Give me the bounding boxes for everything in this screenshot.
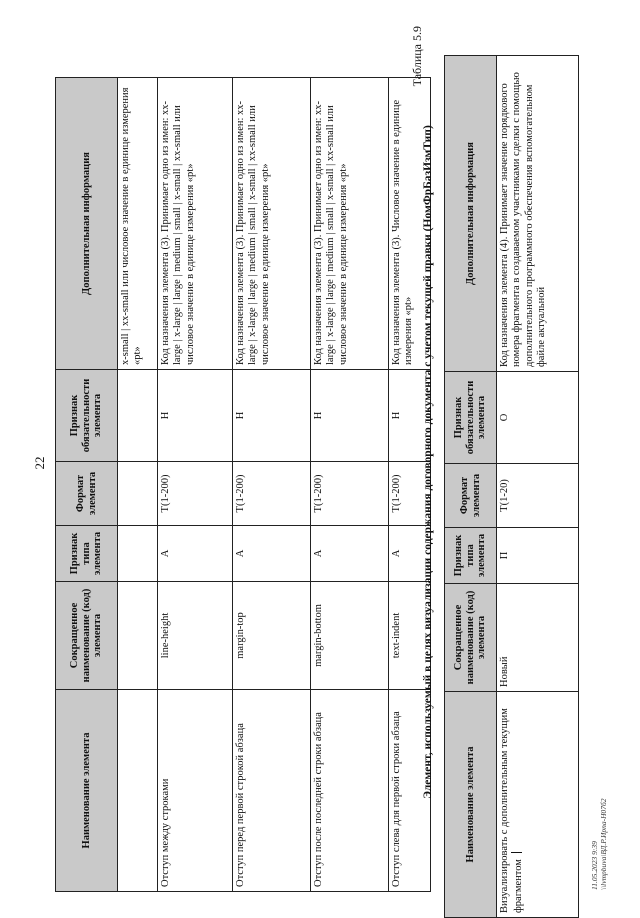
cell-info: Код назначения элемента (3). Принимает одно из имен: xx-large | x-large | large | medium | small | x-small | xx-small или числовое значение в единице измерения «pt» (233, 78, 311, 370)
cell-name (118, 690, 158, 892)
cell-code: margin-bottom (311, 582, 389, 690)
elements-table (55, 77, 431, 892)
cell-type: А (389, 526, 431, 582)
cell-name: Отступ перед первой строкой абзаца (233, 690, 311, 892)
elements-table-5-9 (444, 55, 579, 918)
cell-name: Отступ слева для первой строки абзаца (389, 690, 431, 892)
header-element-type: Признак типа элемента (56, 526, 118, 582)
header-element-required: Признак обязательности элемента (445, 372, 497, 464)
cell-code: Новый (497, 584, 579, 692)
cell-format: T(1-200) (389, 462, 431, 526)
header-additional-info: Дополнительная информация (445, 56, 497, 372)
table-header-row (56, 78, 118, 892)
cell-required: Н (311, 370, 389, 462)
print-stamp-date: 11.05.2023 9:39 (590, 841, 599, 890)
cell-type: А (311, 526, 389, 582)
cell-name: Отступ между строками (158, 690, 233, 892)
header-element-format: Формат элемента (56, 462, 118, 526)
cell-type: А (158, 526, 233, 582)
cell-format: T(1-200) (311, 462, 389, 526)
header-element-format: Формат элемента (445, 464, 497, 528)
cell-info: Код назначения элемента (3). Принимает одно из имен: xx-large | x-large | large | medium | small | x-small | xx-small или числовое значение в единице измерения «pt» (311, 78, 389, 370)
cell-info: Код назначения элемента (4). Принимает значение порядкового номера фрагмента в создаваемом участниками сделки с помощью дополнительного программного обеспечения вспомогательном файле актуальной (497, 56, 579, 372)
cell-name: Отступ после последней строки абзаца (311, 690, 389, 892)
cell-format (118, 462, 158, 526)
cell-code: margin-top (233, 582, 311, 690)
table-row (233, 78, 311, 892)
cell-type: П (497, 528, 579, 584)
header-element-required: Признак обязательности элемента (56, 370, 118, 462)
cell-info: Код назначения элемента (3). Числовое значение в единице измерения «pt» (389, 78, 431, 370)
cell-info: x-small | xx-small или числовое значение в единице измерения «pt» (118, 78, 158, 370)
cell-name-text: Визуализировать с дополнительным текущим фрагментом (499, 708, 525, 913)
table-row (497, 56, 579, 918)
table-row (311, 78, 389, 892)
header-additional-info: Дополнительная информация (56, 78, 118, 370)
print-stamp (590, 798, 608, 890)
table-row (158, 78, 233, 892)
text-cursor (511, 852, 522, 853)
table-title: Элемент, используемый в целях визуализации содержания договорного документа с учетом текущей правки (НомФрБазИзмТип) (422, 125, 434, 799)
cell-name (497, 692, 579, 918)
cell-required (118, 370, 158, 462)
cell-format: T(1-200) (233, 462, 311, 526)
cell-info: Код назначения элемента (3). Принимает одно из имен: xx-large | x-large | large | medium | small | x-small | xx-small или числовое значение в единице измерения «pt» (158, 78, 233, 370)
cell-type: А (233, 526, 311, 582)
cell-required: О (497, 372, 579, 464)
cell-format: T(1-200) (158, 462, 233, 526)
cell-type (118, 526, 158, 582)
table-header-row (445, 56, 497, 918)
header-element-type: Признак типа элемента (445, 528, 497, 584)
cell-required: Н (233, 370, 311, 462)
cell-required: Н (389, 370, 431, 462)
cell-code: line-height (158, 582, 233, 690)
table-row (118, 78, 158, 892)
print-stamp-path: \\lvmpbuva\ВД.Р.Ирпа-Н07б2 (599, 798, 608, 890)
cell-format: T(1-20) (497, 464, 579, 528)
header-element-code: Сокращенное наименование (код) элемента (56, 582, 118, 690)
table-caption: Таблица 5.9 (410, 26, 424, 87)
cell-code: text-indent (389, 582, 431, 690)
cell-required: Н (158, 370, 233, 462)
header-element-code: Сокращенное наименование (код) элемента (445, 584, 497, 692)
header-element-name: Наименование элемента (445, 692, 497, 918)
header-element-name: Наименование элемента (56, 690, 118, 892)
cell-code (118, 582, 158, 690)
page-number: 22 (32, 456, 47, 470)
